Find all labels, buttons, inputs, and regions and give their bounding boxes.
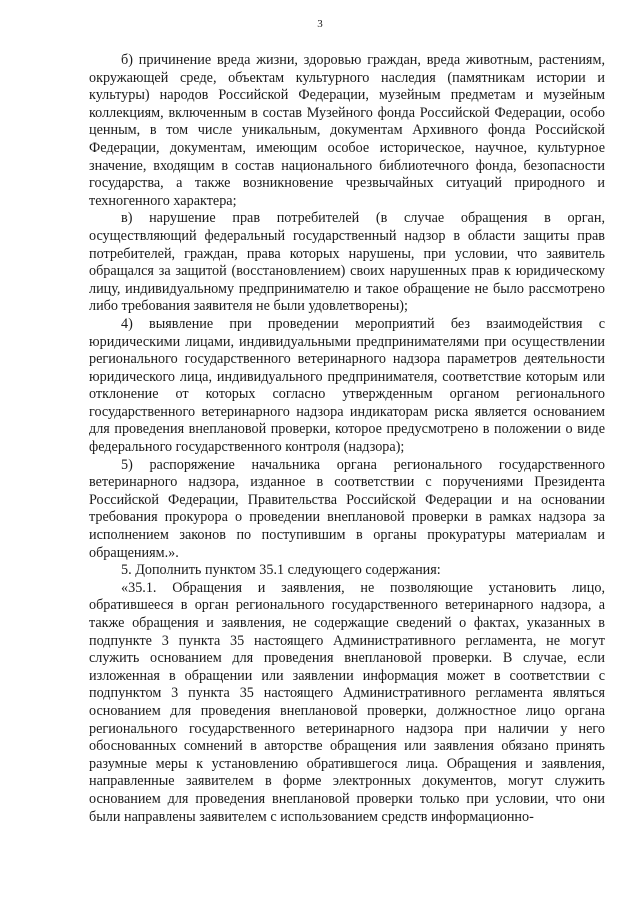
paragraph-item-b: б) причинение вреда жизни, здоровью граждан, вреда животным, растениям, окружающей среде, объектам культурного наследия (памятникам истории и культуры) народов Российской Федерации, музейным предметам и музейным коллекциям, включенным в состав Музейного фонда Российской Федерации, особо ценным, в том числе уникальным, документам Архивного фонда Российской Федерации, документам, имеющим особое историческое, научное, культурное значение, входящим в состав национального библиотечного фонда, безопасности государства, а также возникновение чрезвычайных ситуаций природного и техногенного характера; (89, 52, 605, 209)
paragraph-item-v: в) нарушение прав потребителей (в случае обращения в орган, осуществляющий федеральный государственный надзор в области защиты прав потребителей, граждан, права которых нарушены, при условии, что заявитель обращался за защитой (восстановлением) своих нарушенных прав к юридическому лицу, индивидуальному предпринимателю и такое обращение не было рассмотрено либо требования заявителя не были удовлетворены); (89, 210, 605, 315)
paragraph-item-5: 5) распоряжение начальника органа регионального государственного ветеринарного надзора, изданное в соответствии с поручениями Президента Российской Федерации, Правительства Российской Федерации и на основании требования прокурора о проведении внеплановой проверки в рамках надзора за исполнением законов по поступившим в органы прокуратуры материалам и обращениям.». (89, 456, 605, 561)
document-body (89, 52, 605, 826)
paragraph-amendment-5: 5. Дополнить пунктом 35.1 следующего содержания: (121, 562, 441, 579)
paragraph-clause-35-1: «35.1. Обращения и заявления, не позволяющие установить лицо, обратившееся в орган регионального государственного ветеринарного надзора, а также обращения и заявления, не содержащие сведений о фактах, указанных в подпункте 3 пункта 35 настоящего Административного регламента, не могут служить основанием для проведения внеплановой проверки. В случае, если изложенная в обращении или заявлении информация может в соответствии с подпунктом 3 пункта 35 настоящего Административного регламента являться основанием для проведения внеплановой проверки, должностное лицо органа регионального государственного ветеринарного надзора при наличии у него обоснованных сомнений в авторстве обращения или заявления обязано принять разумные меры к установлению обратившегося лица. Обращения и заявления, направленные заявителем в форме электронных документов, могут служить основанием для проведения внеплановой проверки только при условии, что они были направлены заявителем с использованием средств информационно- (89, 579, 605, 825)
paragraph-item-4: 4) выявление при проведении мероприятий без взаимодействия с юридическими лицами, индивидуальными предпринимателями при осуществлении регионального государственного ветеринарного надзора параметров деятельности юридического лица, индивидуального предпринимателя, соответствие которым или отклонение от которых согласно утвержденным органом регионального государственного ветеринарного надзора индикаторам риска является основанием для проведения внеплановой проверки, которое предусмотрено в положении о виде федерального государственного контроля (надзора); (89, 315, 605, 456)
page-number: 3 (317, 18, 323, 30)
